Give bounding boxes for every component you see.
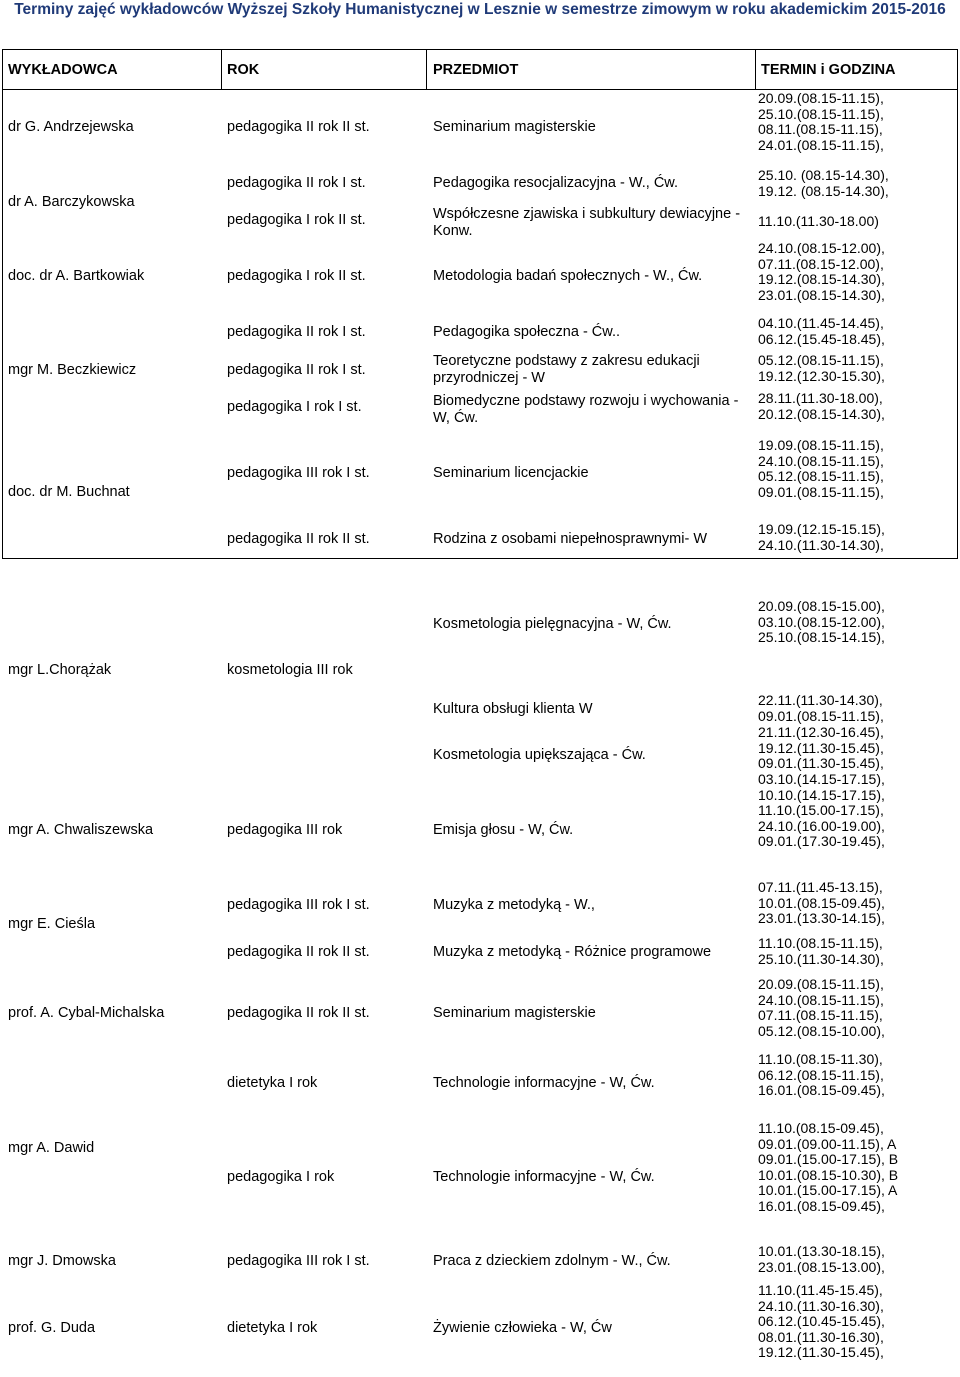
header-col-divider: [755, 49, 756, 89]
subject-cell: Seminarium licencjackie: [433, 465, 589, 481]
term-cell: 04.10.(11.45-14.45), 06.12.(15.45-18.45),: [758, 315, 885, 347]
subject-cell: Praca z dzieckiem zdolnym - W., Ćw.: [433, 1253, 671, 1269]
term-cell: 20.09.(08.15-11.15), 25.10.(08.15-11.15), 08.11.(08.15-11.15), 24.01.(08.15-11.15),: [758, 90, 884, 153]
subject-cell: Żywienie człowieka - W, Ćw: [433, 1320, 612, 1336]
term-cell: 10.01.(13.30-18.15), 23.01.(08.15-13.00),: [758, 1243, 885, 1275]
term-cell: 11.10.(11.30-18.00): [758, 213, 879, 229]
term-cell: 22.11.(11.30-14.30), 09.01.(08.15-11.15),: [758, 692, 884, 724]
year-cell: kosmetologia III rok: [227, 662, 353, 678]
year-cell: pedagogika II rok II st.: [227, 944, 370, 960]
year-cell: pedagogika III rok I st.: [227, 1253, 370, 1269]
table-border-bottom: [2, 558, 958, 559]
term-cell: 11.10.(08.15-09.45), 09.01.(09.00-11.15), A 09.01.(15.00-17.15), B 10.01.(08.15-10.30), B 10.01.(15.00-17.15), A 16.01.(08.15-09.45),: [758, 1120, 899, 1214]
subject-cell: Muzyka z metodyką - W.,: [433, 897, 595, 913]
year-cell: pedagogika II rok II st.: [227, 119, 370, 135]
year-cell: dietetyka I rok: [227, 1075, 318, 1091]
lecturer-name: mgr M. Beczkiewicz: [8, 362, 137, 378]
year-cell: pedagogika II rok II st.: [227, 1005, 370, 1021]
term-cell: 25.10. (08.15-14.30), 19.12. (08.15-14.30),: [758, 167, 889, 199]
subject-cell-cont: Konw.: [433, 223, 473, 239]
term-cell: 19.09.(12.15-15.15), 24.10.(11.30-14.30),: [758, 521, 885, 553]
subject-cell: Seminarium magisterskie: [433, 1005, 596, 1021]
lecturer-name: mgr L.Chorążak: [8, 662, 112, 678]
subject-cell: Współczesne zjawiska i subkultury dewiacyjne -: [433, 206, 741, 222]
subject-cell: Teoretyczne podstawy z zakresu edukacji: [433, 353, 700, 369]
subject-cell: Kosmetologia upiększająca - Ćw.: [433, 747, 646, 763]
lecturer-name: mgr A. Chwaliszewska: [8, 822, 154, 838]
lecturer-name: mgr J. Dmowska: [8, 1253, 116, 1269]
header-term: TERMIN i GODZINA: [761, 62, 896, 78]
term-cell: 11.10.(08.15-11.30), 06.12.(08.15-11.15), 16.01.(08.15-09.45),: [758, 1051, 885, 1098]
year-cell: pedagogika I rok: [227, 1169, 335, 1185]
year-cell: pedagogika III rok: [227, 822, 343, 838]
term-cell: 21.11.(12.30-16.45), 19.12.(11.30-15.45), 09.01.(11.30-15.45),: [758, 724, 884, 771]
year-cell: pedagogika I rok II st.: [227, 268, 366, 284]
year-cell: pedagogika II rok I st.: [227, 324, 366, 340]
lecturer-name: doc. dr A. Bartkowiak: [8, 268, 145, 284]
term-cell: 05.12.(08.15-11.15), 19.12.(12.30-15.30),: [758, 352, 885, 384]
subject-cell: Pedagogika resocjalizacyjna - W., Ćw.: [433, 175, 678, 191]
page-title: Terminy zajęć wykładowców Wyższej Szkoły Humanistycznej w Lesznie w semestrze zimowym w roku akademickim 2015-2016: [14, 1, 946, 18]
subject-cell: Technologie informacyjne - W, Ćw.: [433, 1169, 655, 1185]
subject-cell-cont: przyrodniczej - W: [433, 370, 545, 386]
table-border-top: [2, 49, 958, 50]
header-lecturer: WYKŁADOWCA: [8, 62, 118, 78]
term-cell: 24.10.(08.15-12.00), 07.11.(08.15-12.00), 19.12.(08.15-14.30), 23.01.(08.15-14.30),: [758, 240, 885, 303]
term-cell: 03.10.(14.15-17.15), 10.10.(14.15-17.15), 11.10.(15.00-17.15), 24.10.(16.00-19.00), 09.01.(17.30-19.45),: [758, 771, 885, 849]
header-col-divider: [221, 49, 222, 89]
subject-cell: Metodologia badań społecznych - W., Ćw.: [433, 268, 703, 284]
subject-cell: Biomedyczne podstawy rozwoju i wychowania -: [433, 393, 739, 409]
lecturer-name: doc. dr M. Buchnat: [8, 484, 130, 500]
year-cell: pedagogika II rok II st.: [227, 531, 370, 547]
year-cell: pedagogika I rok II st.: [227, 212, 366, 228]
subject-cell: Kultura obsługi klienta W: [433, 701, 593, 717]
year-cell: pedagogika III rok I st.: [227, 465, 370, 481]
term-cell: 28.11.(11.30-18.00), 20.12.(08.15-14.30),: [758, 390, 885, 422]
subject-cell: Kosmetologia pielęgnacyjna - W, Ćw.: [433, 616, 672, 632]
term-cell: 11.10.(08.15-11.15), 25.10.(11.30-14.30),: [758, 935, 884, 967]
lecturer-name: mgr A. Dawid: [8, 1140, 95, 1156]
year-cell: dietetyka I rok: [227, 1320, 318, 1336]
header-subject: PRZEDMIOT: [433, 62, 519, 78]
lecturer-name: prof. G. Duda: [8, 1320, 96, 1336]
table-border-left: [2, 49, 3, 559]
subject-cell: Technologie informacyjne - W, Ćw.: [433, 1075, 655, 1091]
term-cell: 20.09.(08.15-15.00), 03.10.(08.15-12.00), 25.10.(08.15-14.15),: [758, 598, 885, 645]
lecturer-name: mgr E. Cieśla: [8, 916, 96, 932]
subject-cell: Muzyka z metodyką - Różnice programowe: [433, 944, 712, 960]
year-cell: pedagogika III rok I st.: [227, 897, 370, 913]
lecturer-name: prof. A. Cybal-Michalska: [8, 1005, 165, 1021]
subject-cell: Seminarium magisterskie: [433, 119, 596, 135]
lecturer-name: dr A. Barczykowska: [8, 194, 135, 210]
year-cell: pedagogika I rok I st.: [227, 399, 362, 415]
term-cell: 07.11.(11.45-13.15), 10.01.(08.15-09.45), 23.01.(13.30-14.15),: [758, 879, 885, 926]
subject-cell: Emisja głosu - W, Ćw.: [433, 822, 574, 838]
subject-cell: Rodzina z osobami niepełnosprawnymi- W: [433, 531, 708, 547]
subject-cell: Pedagogika społeczna - Ćw..: [433, 324, 620, 340]
term-cell: 11.10.(11.45-15.45), 24.10.(11.30-16.30), 06.12.(10.45-15.45), 08.01.(11.30-16.30), 19.12.(11.30-15.45),: [758, 1282, 885, 1360]
header-year: ROK: [227, 62, 260, 78]
subject-cell-cont: W, Ćw.: [433, 410, 479, 426]
year-cell: pedagogika II rok I st.: [227, 175, 366, 191]
term-cell: 19.09.(08.15-11.15), 24.10.(08.15-11.15), 05.12.(08.15-11.15), 09.01.(08.15-11.15),: [758, 437, 884, 500]
year-cell: pedagogika II rok I st.: [227, 362, 366, 378]
table-border-right: [957, 49, 958, 559]
lecturer-name: dr G. Andrzejewska: [8, 119, 134, 135]
term-cell: 20.09.(08.15-11.15), 24.10.(08.15-11.15), 07.11.(08.15-11.15), 05.12.(08.15-10.00),: [758, 976, 885, 1039]
header-col-divider: [426, 49, 427, 89]
